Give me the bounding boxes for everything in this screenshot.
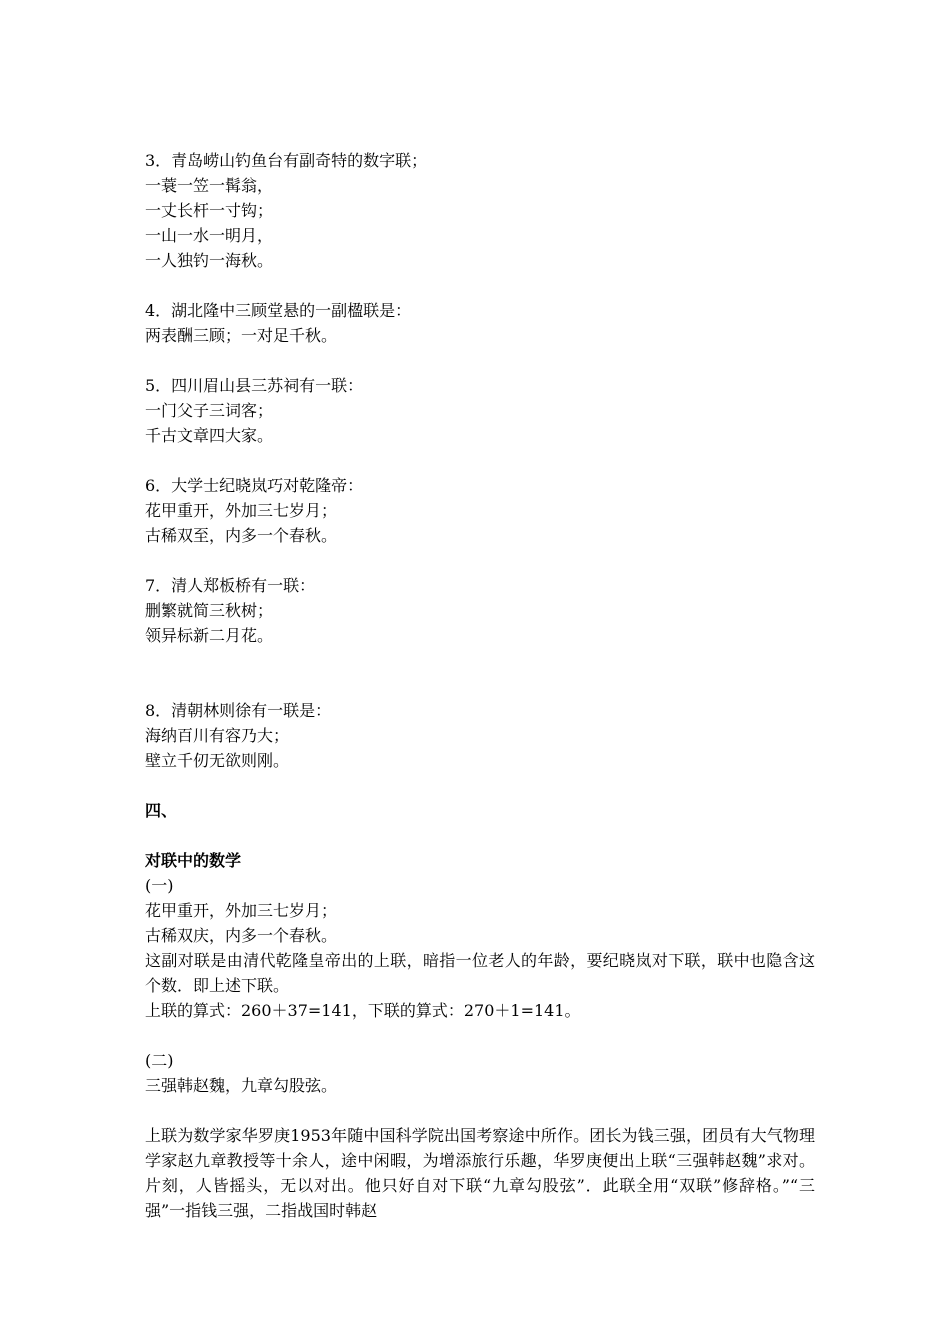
couplet-line: 古稀双庆，内多一个春秋。 <box>145 926 338 945</box>
couplet-line: 古稀双至，内多一个春秋。 <box>145 526 338 545</box>
section-6-title: 6．大学士纪晓岚巧对乾隆帝： <box>145 476 364 495</box>
spacer <box>145 1098 815 1123</box>
couplet-line: 壁立千仞无欲则刚。 <box>145 751 290 770</box>
couplet-line: 海纳百川有容乃大； <box>145 726 290 745</box>
section-8-title: 8．清朝林则徐有一联是： <box>145 701 332 720</box>
couplet-line: 千古文章四大家。 <box>145 426 274 445</box>
math-2-label: (二) <box>145 1051 174 1070</box>
spacer <box>145 348 815 373</box>
part-title-heading: 对联中的数学 <box>145 851 242 870</box>
part-number-heading: 四、 <box>145 801 178 820</box>
spacer <box>145 773 815 798</box>
spacer <box>145 548 815 573</box>
section-4-title: 4．湖北隆中三顾堂悬的一副楹联是： <box>145 301 412 320</box>
section-7-title: 7．清人郑板桥有一联： <box>145 576 316 595</box>
spacer <box>145 823 815 848</box>
couplet-line: 花甲重开，外加三七岁月； <box>145 501 338 520</box>
math-2-explanation: 上联为数学家华罗庚1953年随中国科学院出国考察途中所作。团长为钱三强，团员有大气物理学家赵九章教授等十余人，途中闲暇，为增添旅行乐趣，华罗庚便出上联“三强韩赵魏”求对。片刻，人皆摇头，无以对出。他只好自对下联“九章勾股弦”．此联全用“双联”修辞格。”“三强”一指钱三强，二指战国时韩赵 <box>145 1126 815 1220</box>
couplet-line: 一丈长杆一寸钩； <box>145 201 274 220</box>
spacer <box>145 648 815 698</box>
couplet-line: 领异标新二月花。 <box>145 626 274 645</box>
spacer <box>145 1023 815 1048</box>
spacer <box>145 273 815 298</box>
spacer <box>145 448 815 473</box>
couplet-line: 删繁就简三秋树； <box>145 601 274 620</box>
math-1-explanation: 这副对联是由清代乾隆皇帝出的上联，暗指一位老人的年龄，要纪晓岚对下联，联中也隐含这个数．即上述下联。 <box>145 951 815 995</box>
math-1-formula: 上联的算式：260＋37=141，下联的算式：270＋1=141。 <box>145 1001 581 1020</box>
document-page <box>145 148 815 1223</box>
section-3-title: 3．青岛崂山钓鱼台有副奇特的数字联； <box>145 151 428 170</box>
couplet-line: 花甲重开，外加三七岁月； <box>145 901 338 920</box>
couplet-line: 一门父子三词客； <box>145 401 274 420</box>
couplet-line: 两表酬三顾；一对足千秋。 <box>145 326 338 345</box>
couplet-line: 三强韩赵魏，九章勾股弦。 <box>145 1076 338 1095</box>
couplet-line: 一山一水一明月， <box>145 226 274 245</box>
section-5-title: 5．四川眉山县三苏祠有一联： <box>145 376 364 395</box>
couplet-line: 一蓑一笠一髯翁， <box>145 176 274 195</box>
math-1-label: (一) <box>145 876 174 895</box>
couplet-line: 一人独钓一海秋。 <box>145 251 274 270</box>
